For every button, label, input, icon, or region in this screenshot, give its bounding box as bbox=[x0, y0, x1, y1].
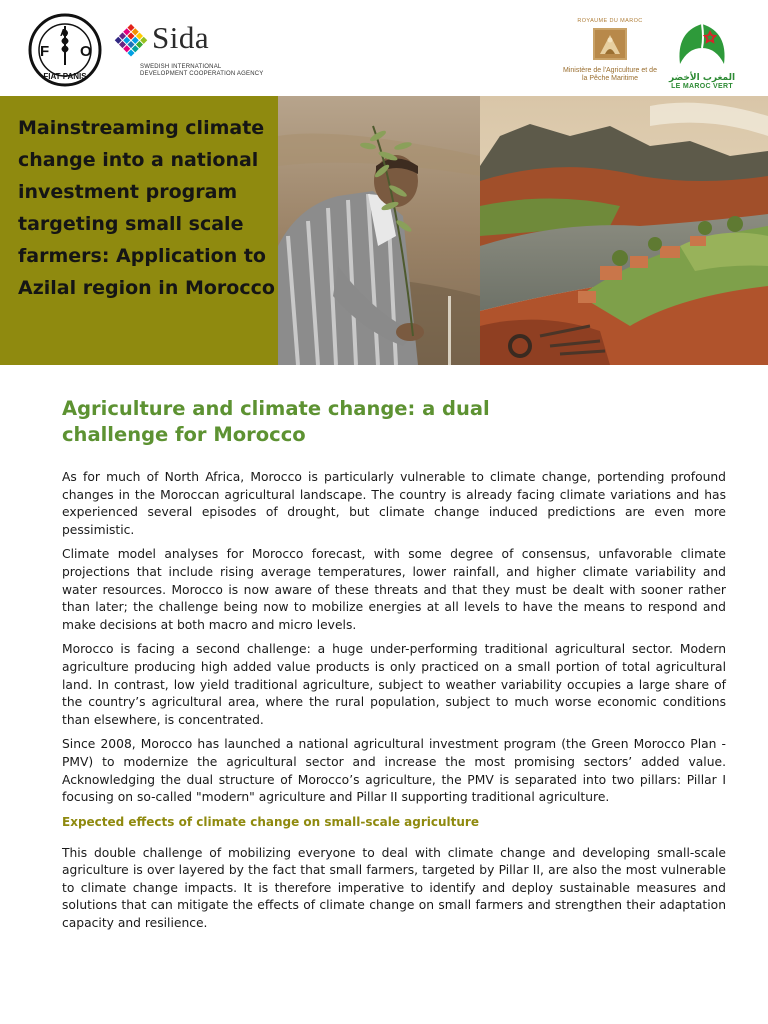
ministry-emblem-icon bbox=[592, 27, 628, 61]
fao-letter-f: F bbox=[40, 43, 50, 60]
fao-logo bbox=[26, 13, 104, 87]
sida-subtitle: SWEDISH INTERNATIONAL DEVELOPMENT COOPERATION AGENCY bbox=[140, 64, 264, 77]
pmv-name: LE MAROC VERT bbox=[671, 83, 733, 90]
body-paragraph: As for much of North Africa, Morocco is particularly vulnerable to climate change, portending profound changes in the Moroccan agricultural landscape. The country is already facing climate variations and has experienced several episodes of drought, but climate change induced predictions are even more pessimistic. bbox=[62, 470, 726, 537]
pmv-arabic-name: المغرب الأخضر bbox=[668, 73, 736, 83]
ministry-logo bbox=[562, 18, 658, 90]
title-panel bbox=[0, 96, 278, 365]
cover-banner bbox=[0, 96, 768, 365]
fao-letter-a: A bbox=[60, 28, 68, 39]
ministry-kingdom-label: ROYAUME DU MAROC bbox=[577, 18, 643, 24]
sida-wordmark: Sida bbox=[152, 20, 210, 55]
sida-logo bbox=[112, 20, 264, 78]
header-logos bbox=[0, 0, 768, 96]
farmer-photo bbox=[278, 96, 480, 365]
pmv-emblem-icon bbox=[670, 18, 734, 68]
ministry-name: Ministère de l'Agriculture et de la Pêche Maritime bbox=[563, 67, 657, 82]
fao-ring-text: FIAT PANIS bbox=[43, 72, 87, 81]
plan-maroc-vert-logo bbox=[664, 18, 740, 90]
subsection-heading: Expected effects of climate change on small-scale agriculture bbox=[62, 814, 479, 829]
landscape-photo bbox=[480, 96, 768, 365]
body-paragraph: Since 2008, Morocco has launched a national agricultural investment program (the Green Morocco Plan - PMV) to modernize the agricultural sector and increase the most promising sectors’ added value. Acknowledging the dual structure of Morocco’s agriculture, the PMV is separated into two pillars: Pillar I focusing on so-called "modern" agriculture and Pillar II supporting traditional agriculture. bbox=[62, 737, 726, 805]
document-title: Mainstreaming climate change into a national investment program targeting small scale farmers: Application to Azilal region in Morocco bbox=[18, 117, 275, 299]
fao-letter-o: O bbox=[80, 43, 92, 60]
section-heading: Agriculture and climate change: a dual challenge for Morocco bbox=[62, 397, 490, 446]
article-body bbox=[62, 469, 726, 940]
body-paragraph: This double challenge of mobilizing everyone to deal with climate change and developing small-scale agriculture is over layered by the fact that small farmers, targeted by Pillar II, are also the most vulnerable to climate change impacts. It is therefore imperative to identify and deploy sustainable measures and solutions that can mitigate the effects of climate change on small farmers and strengthen their adaptation capacity and resilience. bbox=[62, 845, 726, 931]
sida-mark-icon bbox=[112, 24, 150, 58]
body-paragraph: Climate model analyses for Morocco forecast, with some degree of consensus, unfavorable climate projections that include rising average temperatures, lower rainfall, and higher climate variability and water resources. Morocco is now aware of these threats and that they must be dealt with sooner rather than later; the challenge being now to mobilize energies at all levels to have the means to respond and make decisions at both macro and micro levels. bbox=[62, 547, 726, 632]
body-paragraph: Morocco is facing a second challenge: a huge under-performing traditional agricultural sector. Modern agriculture producing high added value products is only practiced on a small portion of total agricultural land. In contrast, low yield traditional agriculture, subject to weather variability occupies a large share of the country’s agricultural area, where the rural population, subject to much worse economic conditions than elsewhere, is concentrated. bbox=[62, 642, 726, 727]
